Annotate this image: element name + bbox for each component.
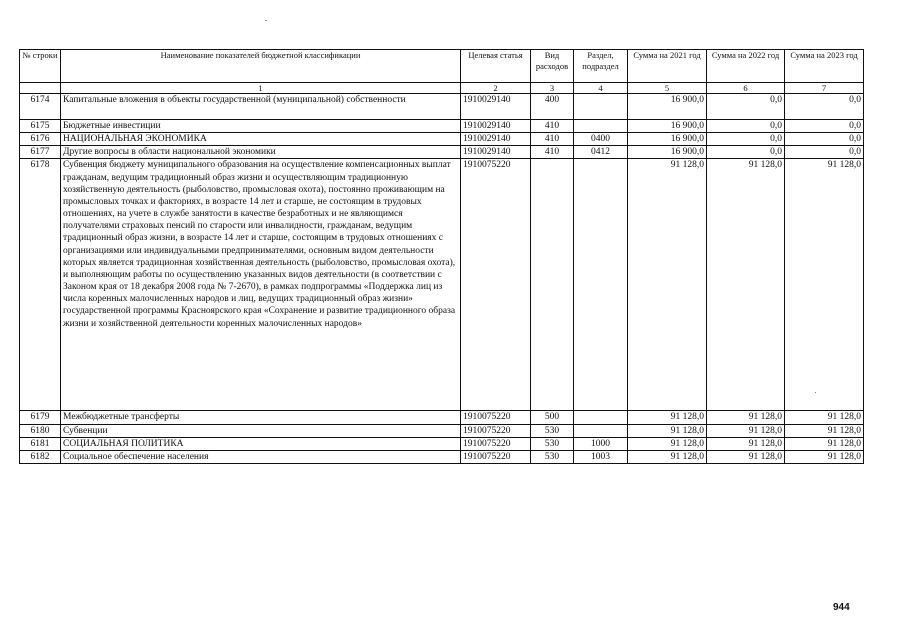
row-sum-2021: 16 900,0	[628, 146, 707, 159]
row-sum-2022: 0,0	[707, 120, 785, 133]
row-target: 1910029140	[461, 120, 531, 133]
row-name: Другие вопросы в области национальной экономики	[61, 146, 461, 159]
row-expense-type: 500	[531, 411, 574, 424]
row-name: Бюджетные инвестиции	[61, 120, 461, 133]
table-row	[20, 159, 864, 411]
row-name: Капитальные вложения в объекты государственной (муниципальной) собственности	[61, 94, 461, 120]
column-number: 3	[531, 83, 574, 94]
row-number: 6177	[20, 146, 61, 159]
row-section	[574, 424, 628, 437]
table-row	[20, 133, 864, 146]
row-sum-2023: 91 128,0	[785, 424, 864, 437]
column-number: 2	[461, 83, 531, 94]
row-section: 0400	[574, 133, 628, 146]
header-sum-2022: Сумма на 2022 год	[707, 50, 785, 83]
row-sum-2022: 91 128,0	[707, 437, 785, 450]
row-section: 1003	[574, 450, 628, 463]
row-number: 6176	[20, 133, 61, 146]
table-row	[20, 120, 864, 133]
row-section	[574, 94, 628, 120]
row-section: 0412	[574, 146, 628, 159]
row-name: НАЦИОНАЛЬНАЯ ЭКОНОМИКА	[61, 133, 461, 146]
row-section	[574, 159, 628, 411]
row-name: Субвенция бюджету муниципального образования на осуществление компенсационных выплат гражданам, ведущим традиционный образ жизни и осуществляющим традиционную хозяйственную деятельность (рыболовство, промысловая охота), постоянно проживающим на промысловых точках и факториях, в возрасте 14 лет и старше, не состоящим в трудовых отношениях, на учете в службе занятости в качестве безработных и не являющимся получателями страховых пенсий по старости или инвалидности, гражданам, ведущим традиционный образ жизни, в возрасте 14 лет и старше, состоящим в трудовых отношениях с организациями или индивидуальными предпринимателями, основным видом деятельности которых является традиционная хозяйственная деятельность (рыболовство, промысловая охота), и выполняющим работы по осуществлению указанных видов деятельности (в соответствии с Законом края от 18 декабря 2008 года № 7-2670), в рамках подпрограммы «Поддержка лиц из числа коренных малочисленных народов и лиц, ведущих традиционный образ жизни» государственной программы Красноярского края «Сохранение и развитие традиционного образа жизни и хозяйственной деятельности коренных малочисленных народов»	[61, 159, 461, 411]
header-sum-2023: Сумма на 2023 год	[785, 50, 864, 83]
row-target: 1910029140	[461, 94, 531, 120]
row-number: 6179	[20, 411, 61, 424]
row-target: 1910029140	[461, 146, 531, 159]
row-sum-2023: 0,0	[785, 94, 864, 120]
row-sum-2021: 16 900,0	[628, 120, 707, 133]
row-sum-2023: 0,0	[785, 133, 864, 146]
row-target: 1910075220	[461, 424, 531, 437]
row-expense-type: 530	[531, 424, 574, 437]
scan-speck	[265, 20, 267, 21]
column-number: 5	[628, 83, 707, 94]
row-target: 1910029140	[461, 133, 531, 146]
column-number-row	[20, 83, 864, 94]
row-name: Социальное обеспечение населения	[61, 450, 461, 463]
row-name: Субвенции	[61, 424, 461, 437]
row-sum-2023: 91 128,0	[785, 159, 864, 411]
row-number: 6175	[20, 120, 61, 133]
column-number: 7	[785, 83, 864, 94]
row-sum-2022: 91 128,0	[707, 424, 785, 437]
row-number: 6181	[20, 437, 61, 450]
row-expense-type: 530	[531, 450, 574, 463]
row-sum-2022: 0,0	[707, 146, 785, 159]
row-sum-2022: 0,0	[707, 133, 785, 146]
header-row-no: № строки	[20, 50, 61, 83]
row-sum-2022: 91 128,0	[707, 450, 785, 463]
table-row	[20, 450, 864, 463]
row-expense-type	[531, 159, 574, 411]
row-name: СОЦИАЛЬНАЯ ПОЛИТИКА	[61, 437, 461, 450]
header-name: Наименование показателей бюджетной классификации	[61, 50, 461, 83]
table-row	[20, 94, 864, 120]
row-expense-type: 530	[531, 437, 574, 450]
row-sum-2021: 91 128,0	[628, 159, 707, 411]
row-target: 1910075220	[461, 411, 531, 424]
row-sum-2023: 91 128,0	[785, 450, 864, 463]
row-target: 1910075220	[461, 437, 531, 450]
row-number: 6178	[20, 159, 61, 411]
row-sum-2021: 91 128,0	[628, 437, 707, 450]
row-number: 6174	[20, 94, 61, 120]
row-number: 6180	[20, 424, 61, 437]
column-number: 4	[574, 83, 628, 94]
row-section	[574, 120, 628, 133]
row-expense-type: 410	[531, 146, 574, 159]
table-row	[20, 146, 864, 159]
row-name: Межбюджетные трансферты	[61, 411, 461, 424]
row-target: 1910075220	[461, 450, 531, 463]
table-row	[20, 411, 864, 424]
row-sum-2023: 0,0	[785, 120, 864, 133]
row-sum-2023: 91 128,0	[785, 411, 864, 424]
header-target: Целевая статья	[461, 50, 531, 83]
row-target: 1910075220	[461, 159, 531, 411]
column-number: 1	[61, 83, 461, 94]
row-sum-2022: 0,0	[707, 94, 785, 120]
table-row	[20, 424, 864, 437]
header-sum-2021: Сумма на 2021 год	[628, 50, 707, 83]
budget-table	[19, 49, 864, 464]
header-section: Раздел, подраздел	[574, 50, 628, 83]
row-sum-2023: 0,0	[785, 146, 864, 159]
row-sum-2021: 16 900,0	[628, 133, 707, 146]
column-number: 6	[707, 83, 785, 94]
table-header-row	[20, 50, 864, 83]
row-sum-2023: 91 128,0	[785, 437, 864, 450]
page-number: 944	[833, 602, 850, 613]
row-section	[574, 411, 628, 424]
row-sum-2021: 91 128,0	[628, 424, 707, 437]
row-sum-2022: 91 128,0	[707, 159, 785, 411]
row-sum-2021: 16 900,0	[628, 94, 707, 120]
table-row	[20, 437, 864, 450]
column-number	[20, 83, 61, 94]
row-expense-type: 400	[531, 94, 574, 120]
row-expense-type: 410	[531, 120, 574, 133]
row-sum-2022: 91 128,0	[707, 411, 785, 424]
row-number: 6182	[20, 450, 61, 463]
row-expense-type: 410	[531, 133, 574, 146]
row-sum-2021: 91 128,0	[628, 411, 707, 424]
row-section: 1000	[574, 437, 628, 450]
row-sum-2021: 91 128,0	[628, 450, 707, 463]
header-expense-type: Вид расходов	[531, 50, 574, 83]
